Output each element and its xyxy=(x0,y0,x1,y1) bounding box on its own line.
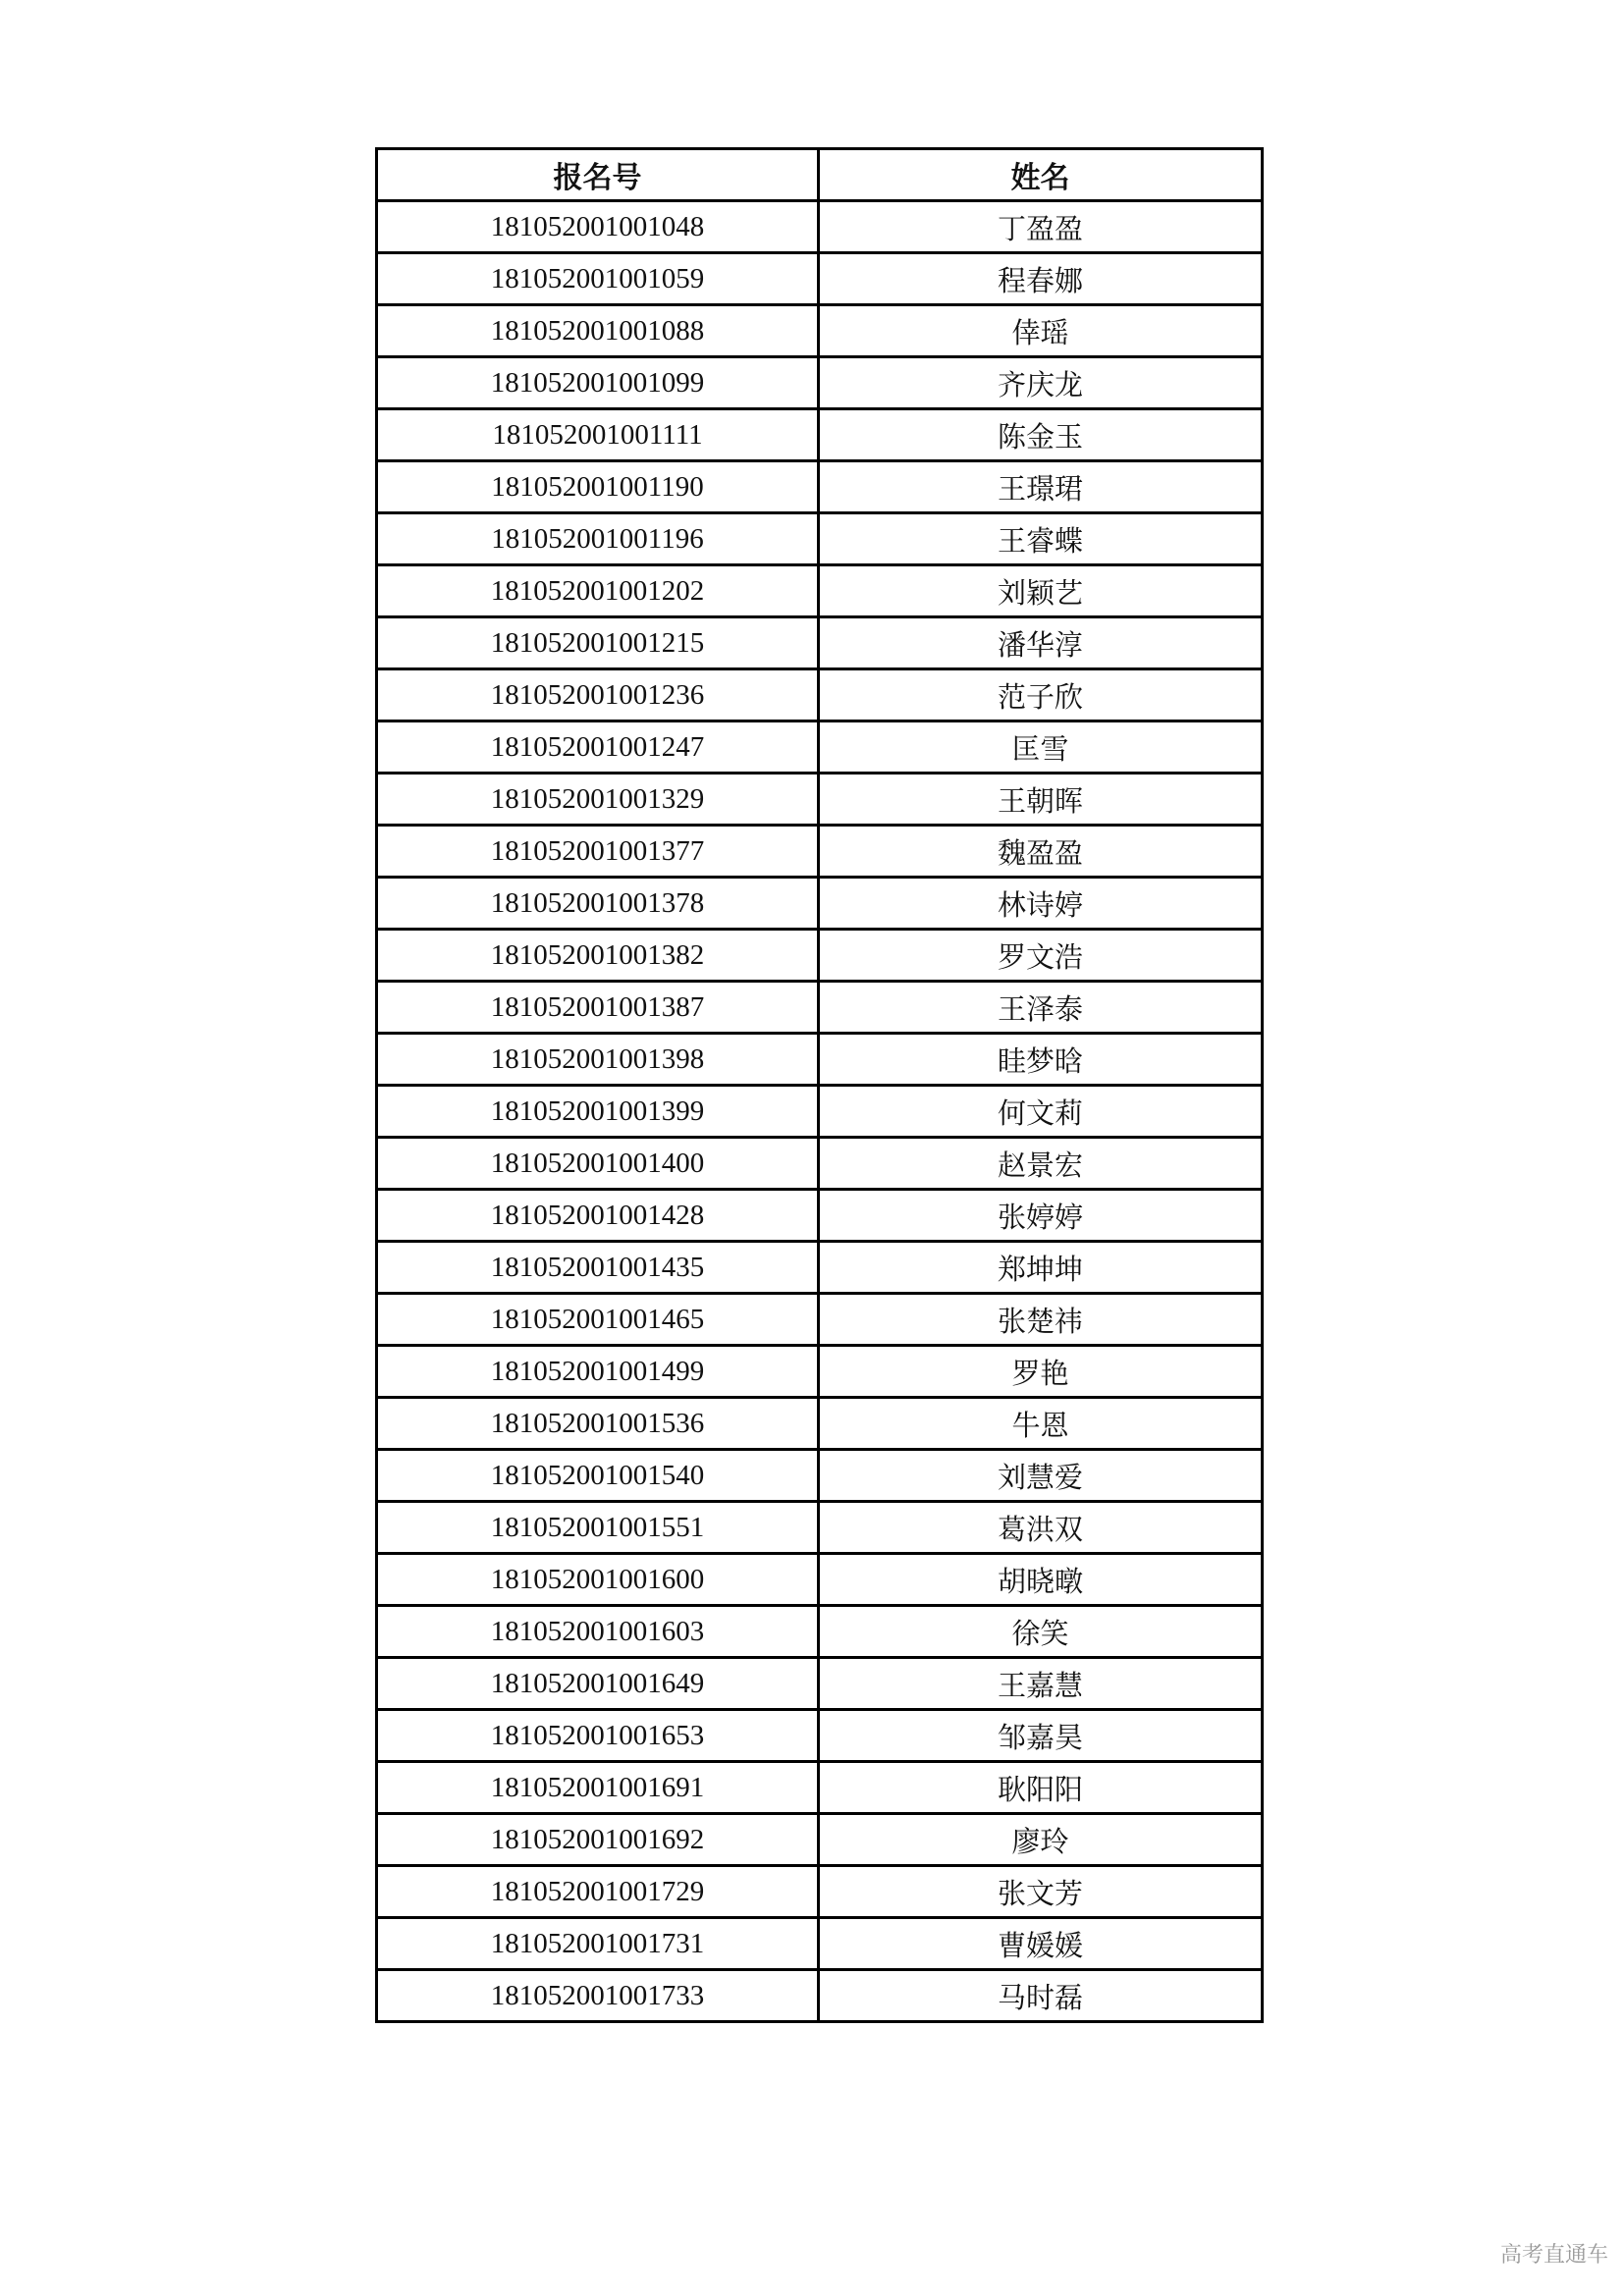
name-cell: 罗艳 xyxy=(819,1346,1263,1398)
table-row xyxy=(377,1970,1263,2022)
table-row xyxy=(377,1606,1263,1658)
table-row xyxy=(377,1502,1263,1554)
table-row xyxy=(377,930,1263,982)
table-row xyxy=(377,669,1263,721)
table-row xyxy=(377,1086,1263,1138)
table-row xyxy=(377,201,1263,253)
name-cell: 罗文浩 xyxy=(819,930,1263,982)
name-cell: 张文芳 xyxy=(819,1866,1263,1918)
name-cell: 葛洪双 xyxy=(819,1502,1263,1554)
registration-number-cell: 181052001001398 xyxy=(377,1034,819,1086)
name-cell: 曹媛媛 xyxy=(819,1918,1263,1970)
name-cell: 郑坤坤 xyxy=(819,1242,1263,1294)
name-cell: 王睿蝶 xyxy=(819,513,1263,565)
name-cell: 胡晓暾 xyxy=(819,1554,1263,1606)
registration-number-cell: 181052001001465 xyxy=(377,1294,819,1346)
table-row xyxy=(377,1138,1263,1190)
name-cell: 范子欣 xyxy=(819,669,1263,721)
registration-number-cell: 181052001001377 xyxy=(377,826,819,878)
table-header-row xyxy=(377,149,1263,201)
table-row xyxy=(377,721,1263,774)
name-cell: 马时磊 xyxy=(819,1970,1263,2022)
name-cell: 何文莉 xyxy=(819,1086,1263,1138)
registration-number-cell: 181052001001729 xyxy=(377,1866,819,1918)
registration-number-cell: 181052001001382 xyxy=(377,930,819,982)
table-row xyxy=(377,826,1263,878)
registration-number-cell: 181052001001378 xyxy=(377,878,819,930)
table-row xyxy=(377,878,1263,930)
name-cell: 王嘉慧 xyxy=(819,1658,1263,1710)
name-cell: 王泽泰 xyxy=(819,982,1263,1034)
registration-number-cell: 181052001001099 xyxy=(377,357,819,409)
name-cell: 王璟珺 xyxy=(819,461,1263,513)
name-cell: 赵景宏 xyxy=(819,1138,1263,1190)
registration-number-cell: 181052001001603 xyxy=(377,1606,819,1658)
name-cell: 齐庆龙 xyxy=(819,357,1263,409)
header-name: 姓名 xyxy=(819,149,1263,201)
registration-number-cell: 181052001001399 xyxy=(377,1086,819,1138)
table-row xyxy=(377,409,1263,461)
table-row xyxy=(377,1710,1263,1762)
table-row xyxy=(377,1866,1263,1918)
name-cell: 程春娜 xyxy=(819,253,1263,305)
registration-number-cell: 181052001001088 xyxy=(377,305,819,357)
registration-number-cell: 181052001001540 xyxy=(377,1450,819,1502)
name-cell: 耿阳阳 xyxy=(819,1762,1263,1814)
table-row xyxy=(377,774,1263,826)
table-row xyxy=(377,1814,1263,1866)
table-row xyxy=(377,1346,1263,1398)
table-row xyxy=(377,357,1263,409)
table-row xyxy=(377,253,1263,305)
table-row xyxy=(377,305,1263,357)
registration-number-cell: 181052001001551 xyxy=(377,1502,819,1554)
table-row xyxy=(377,1294,1263,1346)
name-cell: 倖瑶 xyxy=(819,305,1263,357)
table-row xyxy=(377,1918,1263,1970)
table-row xyxy=(377,461,1263,513)
watermark: 高考直通车 xyxy=(1499,2243,1608,2268)
table-row xyxy=(377,565,1263,617)
name-cell: 刘慧爱 xyxy=(819,1450,1263,1502)
table-row xyxy=(377,513,1263,565)
name-cell: 廖玲 xyxy=(819,1814,1263,1866)
header-registration-number: 报名号 xyxy=(377,149,819,201)
registration-number-cell: 181052001001059 xyxy=(377,253,819,305)
name-cell: 林诗婷 xyxy=(819,878,1263,930)
table-row xyxy=(377,1658,1263,1710)
table-row xyxy=(377,982,1263,1034)
registration-number-cell: 181052001001499 xyxy=(377,1346,819,1398)
name-cell: 潘华淳 xyxy=(819,617,1263,669)
name-cell: 匡雪 xyxy=(819,721,1263,774)
name-cell: 王朝晖 xyxy=(819,774,1263,826)
name-cell: 眭梦晗 xyxy=(819,1034,1263,1086)
registration-number-cell: 181052001001653 xyxy=(377,1710,819,1762)
registration-number-cell: 181052001001048 xyxy=(377,201,819,253)
name-cell: 徐笑 xyxy=(819,1606,1263,1658)
registration-number-cell: 181052001001236 xyxy=(377,669,819,721)
table-row xyxy=(377,1242,1263,1294)
table-row xyxy=(377,1190,1263,1242)
registration-number-cell: 181052001001400 xyxy=(377,1138,819,1190)
registration-number-cell: 181052001001387 xyxy=(377,982,819,1034)
candidate-table xyxy=(375,147,1264,2023)
name-cell: 张楚祎 xyxy=(819,1294,1263,1346)
registration-number-cell: 181052001001536 xyxy=(377,1398,819,1450)
table-row xyxy=(377,1450,1263,1502)
registration-number-cell: 181052001001731 xyxy=(377,1918,819,1970)
registration-number-cell: 181052001001692 xyxy=(377,1814,819,1866)
name-cell: 牛恩 xyxy=(819,1398,1263,1450)
name-cell: 张婷婷 xyxy=(819,1190,1263,1242)
registration-number-cell: 181052001001733 xyxy=(377,1970,819,2022)
registration-number-cell: 181052001001329 xyxy=(377,774,819,826)
table-row xyxy=(377,1762,1263,1814)
registration-number-cell: 181052001001435 xyxy=(377,1242,819,1294)
name-cell: 邹嘉昊 xyxy=(819,1710,1263,1762)
registration-number-cell: 181052001001247 xyxy=(377,721,819,774)
registration-number-cell: 181052001001111 xyxy=(377,409,819,461)
name-cell: 丁盈盈 xyxy=(819,201,1263,253)
name-cell: 刘颖艺 xyxy=(819,565,1263,617)
table-row xyxy=(377,1554,1263,1606)
registration-number-cell: 181052001001196 xyxy=(377,513,819,565)
registration-number-cell: 181052001001428 xyxy=(377,1190,819,1242)
table-row xyxy=(377,1398,1263,1450)
registration-number-cell: 181052001001691 xyxy=(377,1762,819,1814)
table-row xyxy=(377,1034,1263,1086)
registration-number-cell: 181052001001202 xyxy=(377,565,819,617)
registration-number-cell: 181052001001190 xyxy=(377,461,819,513)
registration-number-cell: 181052001001649 xyxy=(377,1658,819,1710)
table-row xyxy=(377,617,1263,669)
name-cell: 魏盈盈 xyxy=(819,826,1263,878)
registration-number-cell: 181052001001215 xyxy=(377,617,819,669)
registration-number-cell: 181052001001600 xyxy=(377,1554,819,1606)
name-cell: 陈金玉 xyxy=(819,409,1263,461)
